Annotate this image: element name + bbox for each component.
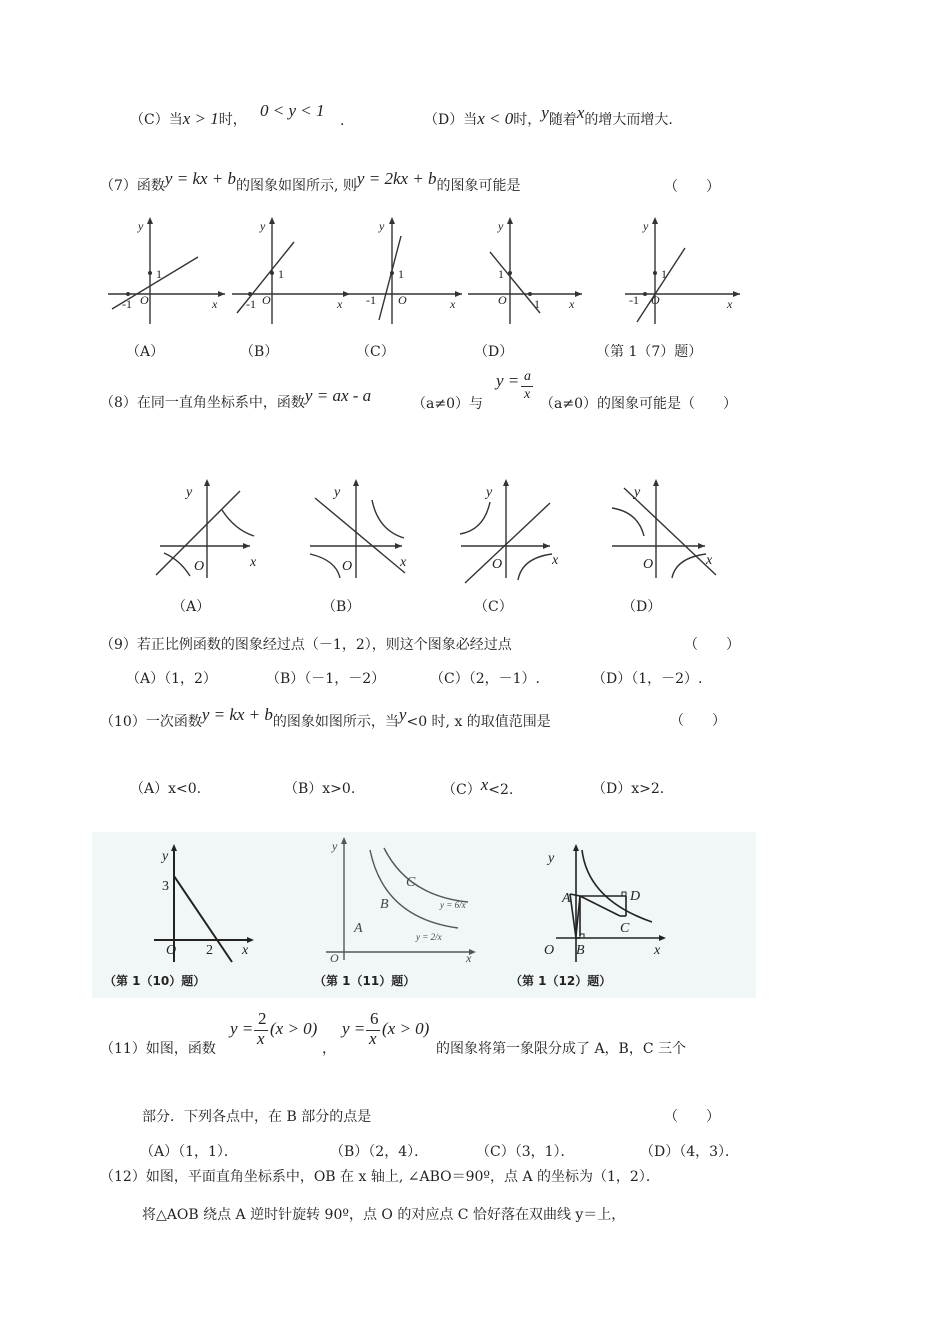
q7-a-y-label: y xyxy=(138,219,144,233)
q12-line2: 将△AOB 绕点 A 逆时针旋转 90º，点 O 的对应点 C 恰好落在双曲线 y＝上， xyxy=(142,1207,626,1223)
fig10-x-label: x xyxy=(242,943,249,958)
q7-b-neg-one: -1 xyxy=(246,297,256,311)
q9-option-b: （B）（－1，－2） xyxy=(266,671,386,687)
q7-c-origin: O xyxy=(398,293,407,307)
q11-func1: y = 2 x (x > 0) xyxy=(230,1009,318,1048)
q7-d-y-label: y xyxy=(498,219,504,233)
fig12-x-label: x xyxy=(654,943,661,958)
q9-option-c: （C）（2，－1）. xyxy=(430,671,540,687)
q9-option-a: （A）（1，2） xyxy=(126,671,217,687)
q11-func2: y = 6 x (x > 0) xyxy=(342,1009,430,1048)
q8-d-x-label: x xyxy=(706,553,713,568)
q8-a-origin: O xyxy=(194,559,205,574)
q8-label-d: （D） xyxy=(622,599,662,615)
q7-label-d: （D） xyxy=(474,344,514,360)
q8-label-b: （B） xyxy=(322,599,361,615)
q8-c-x-label: x xyxy=(552,553,559,568)
q8-a-y-label: y xyxy=(186,485,193,500)
q11-option-b: （B）（2，4）． xyxy=(330,1144,429,1160)
q7-b-one: 1 xyxy=(278,267,284,281)
q7-a-origin: O xyxy=(140,293,149,307)
fig12-point-a: A xyxy=(562,891,571,906)
q7-a-neg-one: -1 xyxy=(122,297,132,311)
q8-c-y-label: y xyxy=(486,485,493,500)
q7-fig-origin: O xyxy=(651,293,660,307)
fig11-eq2: y = 2/x xyxy=(416,932,442,942)
q7-d-x-label: x xyxy=(569,297,575,311)
q11-comma: ， xyxy=(322,1041,336,1057)
q7-graphs xyxy=(100,212,740,332)
q8-b-y-label: y xyxy=(334,485,341,500)
q10-option-b: （B）x>0. xyxy=(284,781,356,797)
q10-stem: （10）一次函数y = kx + b的图象如图所示，当y<0 时, x 的取值范围是 xyxy=(100,705,551,730)
q11-option-a: （A）（1，1）． xyxy=(140,1144,238,1160)
q11-option-c: （C）（3，1）． xyxy=(476,1144,575,1160)
q6-option-c-result: 0 < y < 1 xyxy=(260,101,325,120)
q7-c-x-label: x xyxy=(450,297,456,311)
fig12-origin: O xyxy=(544,943,555,958)
q8-d-y-label: y xyxy=(634,485,641,500)
q7-label-a: （A） xyxy=(126,344,165,360)
q8-b-origin: O xyxy=(342,559,353,574)
q7-a-one: 1 xyxy=(156,267,162,281)
q12-line1: （12）如图，平面直角坐标系中，OB 在 x 轴上, ∠ABO＝90º，点 A 的坐标为（1，2）． xyxy=(100,1169,660,1185)
fig12-caption: （第 1（12）题） xyxy=(510,974,612,988)
fig11-x-label: x xyxy=(466,951,472,964)
fig11-region-c: C xyxy=(406,875,416,890)
q7-a-x-label: x xyxy=(212,297,218,311)
q10-option-d: （D）x>2. xyxy=(592,781,665,797)
q7-d-origin: O xyxy=(498,293,507,307)
q7-c-one: 1 xyxy=(398,267,404,281)
fig11-y-label: y xyxy=(332,839,338,853)
fig11-region-b: B xyxy=(380,897,389,912)
q11-line2: 部分．下列各点中，在 B 部分的点是 xyxy=(142,1109,372,1125)
q8-c-origin: O xyxy=(492,557,503,572)
q7-c-y-label: y xyxy=(379,219,385,233)
q7-stem: （7）函数y = kx + b的图象如图所示, 则y = 2kx + b的图象可能是 xyxy=(100,169,521,194)
q7-fig-x-label: x xyxy=(727,297,733,311)
fig11-eq6: y = 6/x xyxy=(440,900,466,910)
q7-figure-caption: （第 1（7）题） xyxy=(596,344,703,360)
q11-bracket: （ ） xyxy=(664,1109,720,1125)
fig10-intercept-x: 2 xyxy=(206,943,213,958)
q11-suffix: 的图象将第一象限分成了 A，B，C 三个 xyxy=(436,1041,687,1057)
q6-option-c-end: . xyxy=(340,113,345,129)
fig10-caption: （第 1（10）题） xyxy=(104,974,206,988)
q7-d-one-y: 1 xyxy=(498,267,504,281)
fig10-origin: O xyxy=(166,943,177,958)
q9-stem: （9）若正比例函数的图象经过点（－1，2），则这个图象必经过点 xyxy=(100,637,512,653)
q8-b-x-label: x xyxy=(400,555,407,570)
q11-prefix: （11）如图，函数 xyxy=(100,1041,216,1057)
q7-d-one-x: 1 xyxy=(534,297,540,311)
q8-cond2: （a≠0）的图象可能是（ ） xyxy=(540,396,737,412)
q8-d-origin: O xyxy=(643,557,654,572)
q11-option-d: （D）（4，3）． xyxy=(640,1144,740,1160)
q7-b-origin: O xyxy=(262,293,271,307)
q7-b-y-label: y xyxy=(260,219,266,233)
q8-graphs xyxy=(150,478,725,590)
fig10-intercept-y: 3 xyxy=(162,879,169,894)
q7-fig-y-label: y xyxy=(643,219,649,233)
fig11-origin: O xyxy=(330,951,339,964)
q8-cond1: （a≠0）与 xyxy=(412,396,483,412)
q7-c-neg-one: -1 xyxy=(366,293,376,307)
q7-bracket: （ ） xyxy=(664,179,720,195)
q7-fig-neg-one: -1 xyxy=(629,293,639,307)
fig11-caption: （第 1（11）题） xyxy=(314,974,416,988)
q7-fig-one: 1 xyxy=(661,267,667,281)
q7-b-x-label: x xyxy=(337,297,343,311)
q6-option-d: （D）当x < 0时，y随着x的增大而增大. xyxy=(424,103,673,128)
q8-label-a: （A） xyxy=(172,599,211,615)
q8-a-x-label: x xyxy=(250,555,257,570)
q7-label-c: （C） xyxy=(356,344,395,360)
q10-bracket: （ ） xyxy=(670,713,726,729)
q7-label-b: （B） xyxy=(240,344,279,360)
q8-label-c: （C） xyxy=(474,599,513,615)
fig11-region-a: A xyxy=(354,921,363,936)
q8-func2: y = a x xyxy=(496,369,531,402)
q9-option-d: （D）（1，－2）. xyxy=(592,671,703,687)
fig11-graph xyxy=(318,836,478,964)
fig12-point-c: C xyxy=(620,921,630,936)
q9-bracket: （ ） xyxy=(684,637,740,653)
fig12-point-b: B xyxy=(576,943,585,958)
q6-option-c: （C）当x > 1时， xyxy=(130,109,247,128)
q10-option-c: （C）x<2. xyxy=(442,775,514,798)
fig12-y-label: y xyxy=(548,851,555,866)
fig10-graph xyxy=(150,840,260,964)
fig12-graph xyxy=(540,840,670,964)
fig12-point-d: D xyxy=(630,889,641,904)
q8-stem: （8）在同一直角坐标系中，函数y = ax - a xyxy=(100,386,372,411)
q10-option-a: （A）x<0. xyxy=(130,781,202,797)
fig10-y-label: y xyxy=(162,849,169,864)
